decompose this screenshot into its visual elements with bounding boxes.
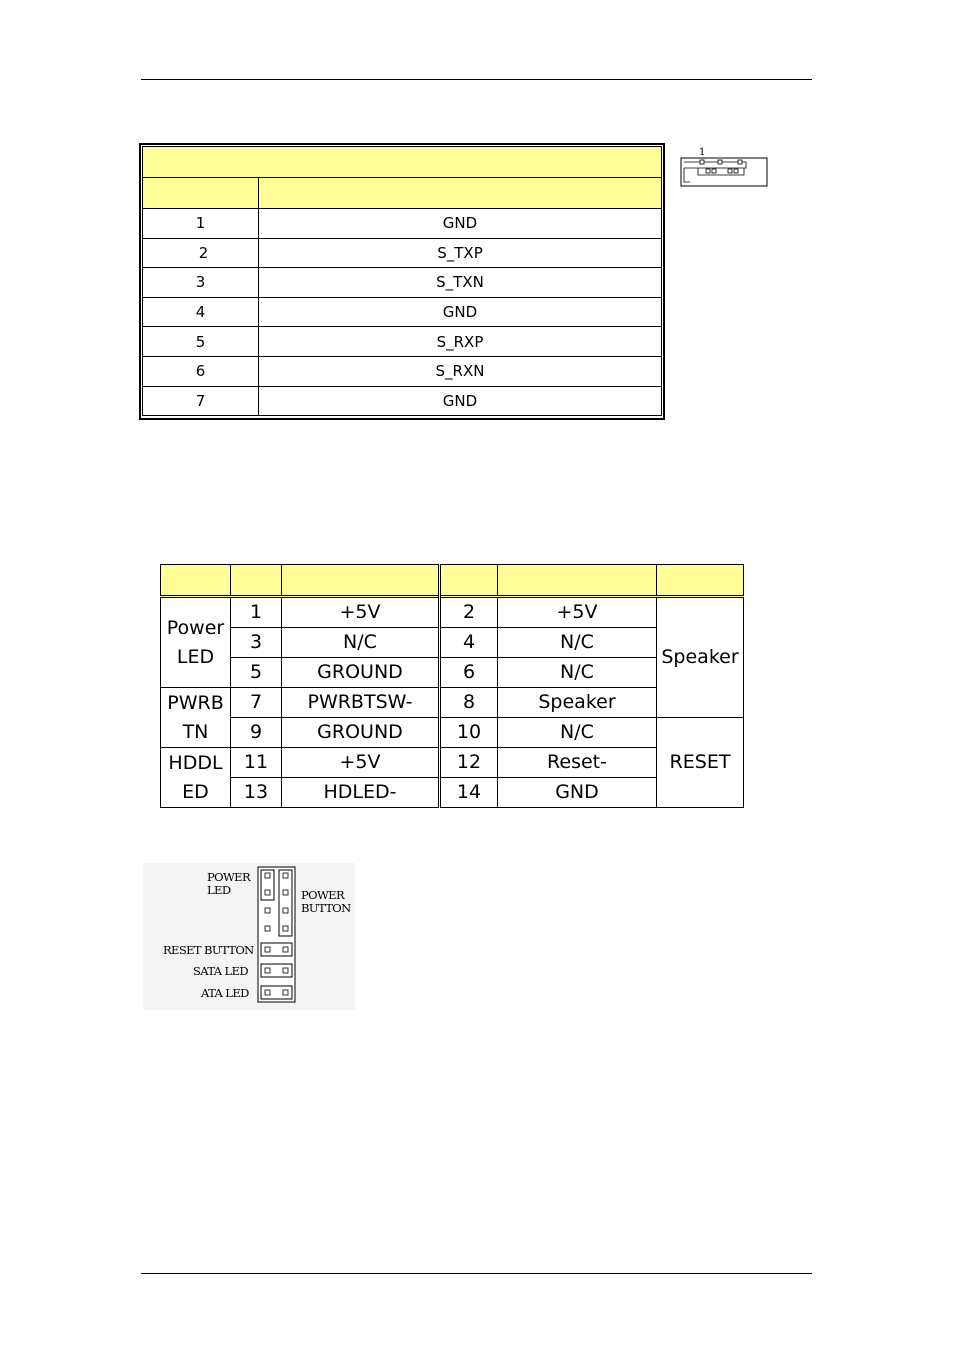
signal-name: Speaker [498, 688, 657, 718]
table-row [143, 327, 662, 357]
table-row [143, 356, 662, 386]
signal-name: +5V [282, 597, 440, 628]
signal-name: S_TXN [259, 268, 662, 298]
pin-number: 3 [231, 628, 282, 658]
fp-col-header-pin-right [440, 565, 498, 597]
pin-number: 3 [143, 268, 259, 298]
signal-name: GROUND [282, 718, 440, 748]
pin-number: 7 [143, 386, 259, 416]
pin-one-label: 1 [699, 147, 706, 158]
table-row [161, 688, 744, 718]
table-row [161, 778, 744, 808]
group-label-line: LED [176, 645, 215, 668]
table-row [143, 268, 662, 298]
group-label-line: TN [182, 720, 209, 743]
signal-name: +5V [498, 597, 657, 628]
table-row [143, 238, 662, 268]
pin-number: 1 [143, 209, 259, 239]
signal-name: N/C [282, 628, 440, 658]
signal-name: S_RXN [259, 356, 662, 386]
sata-table-title [143, 147, 662, 178]
label-power-led-line1: POWER [207, 870, 251, 884]
fp-col-header-pin-left [231, 565, 282, 597]
signal-name: N/C [498, 718, 657, 748]
sata-connector-diagram [678, 144, 770, 188]
signal-name: +5V [282, 748, 440, 778]
pin-number: 9 [231, 718, 282, 748]
sata-pin-table-frame [139, 143, 665, 420]
signal-name: PWRBTSW- [282, 688, 440, 718]
table-row [143, 209, 662, 239]
label-power-button-line1: POWER [301, 888, 345, 902]
table-row [143, 297, 662, 327]
table-row [161, 748, 744, 778]
group-label-line: ED [182, 780, 209, 803]
front-panel-pin-table [160, 564, 744, 808]
fp-col-header-signal-right [498, 565, 657, 597]
table-row [161, 658, 744, 688]
signal-name: GND [498, 778, 657, 808]
pin-number: 2 [143, 238, 259, 268]
pin-number: 5 [143, 327, 259, 357]
table-row [161, 628, 744, 658]
sata-pin-table [142, 146, 662, 416]
pin-number: 5 [231, 658, 282, 688]
signal-name: GND [259, 297, 662, 327]
label-ata-led: ATA LED [201, 986, 249, 1000]
header-rule [141, 79, 812, 80]
front-panel-header-diagram [143, 863, 355, 1010]
group-power-led [161, 597, 231, 688]
pin-number: 6 [440, 658, 498, 688]
footer-rule [141, 1273, 812, 1274]
signal-name: S_RXP [259, 327, 662, 357]
group-pwrbtn [161, 688, 231, 748]
table-row [161, 597, 744, 628]
fp-col-header-signal-left [282, 565, 440, 597]
pin-number: 11 [231, 748, 282, 778]
pin-number: 8 [440, 688, 498, 718]
signal-name: HDLED- [282, 778, 440, 808]
signal-name: GND [259, 209, 662, 239]
signal-name: S_TXP [259, 238, 662, 268]
pin-number: 14 [440, 778, 498, 808]
pin-number: 12 [440, 748, 498, 778]
group-label-line: HDDL [168, 751, 223, 774]
label-reset-button: RESET BUTTON [163, 943, 254, 957]
signal-name: Reset- [498, 748, 657, 778]
fp-col-header-function-left [161, 565, 231, 597]
group-reset: RESET [657, 718, 744, 808]
sata-col-header-pin [143, 178, 259, 209]
group-hddled [161, 748, 231, 808]
table-row [161, 718, 744, 748]
signal-name: N/C [498, 628, 657, 658]
signal-name: N/C [498, 658, 657, 688]
sata-col-header-signal [259, 178, 662, 209]
label-power-button-line2: BUTTON [301, 901, 351, 915]
group-speaker: Speaker [657, 597, 744, 718]
pin-number: 2 [440, 597, 498, 628]
signal-name: GND [259, 386, 662, 416]
pin-number: 10 [440, 718, 498, 748]
label-sata-led: SATA LED [193, 964, 249, 978]
label-power-led-line2: LED [207, 883, 231, 897]
fp-col-header-function-right [657, 565, 744, 597]
signal-name: GROUND [282, 658, 440, 688]
pin-number: 1 [231, 597, 282, 628]
group-label-line: PWRB [167, 691, 224, 714]
pin-number: 13 [231, 778, 282, 808]
pin-number: 7 [231, 688, 282, 718]
pin-number: 4 [143, 297, 259, 327]
group-label-line: Power [166, 616, 225, 639]
pin-number: 4 [440, 628, 498, 658]
pin-number: 6 [143, 356, 259, 386]
table-row [143, 386, 662, 416]
